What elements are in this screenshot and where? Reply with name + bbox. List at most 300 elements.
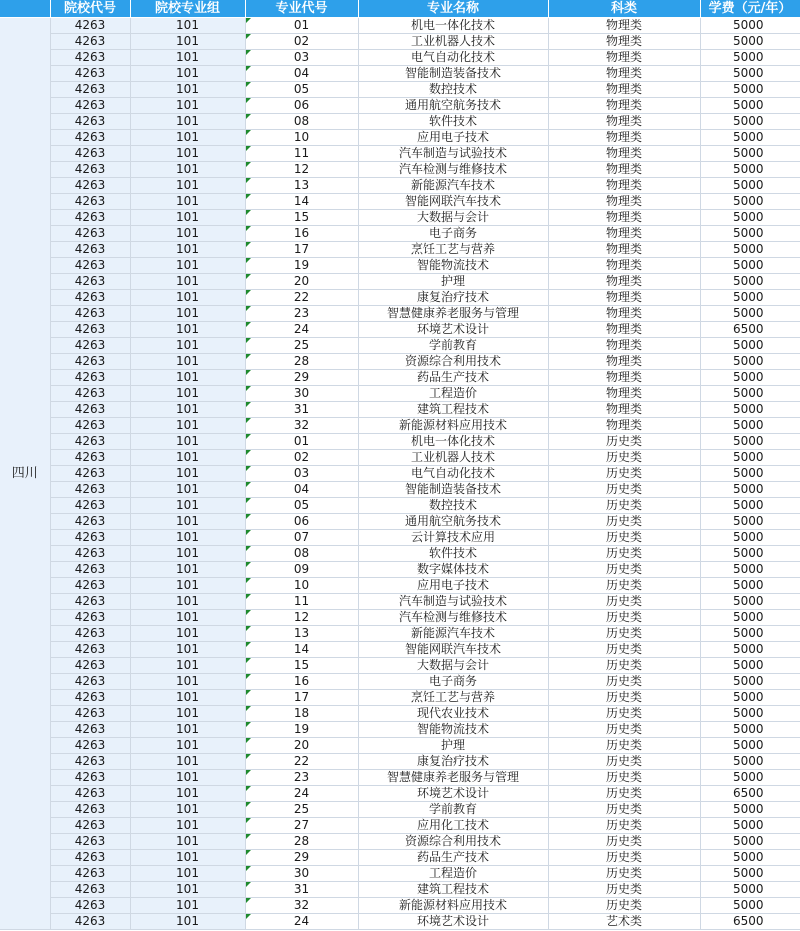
cell-major-code[interactable]: 23 (245, 306, 358, 322)
cell-fee[interactable]: 5000 (700, 738, 800, 754)
cell-category[interactable]: 物理类 (548, 274, 700, 290)
cell-fee[interactable]: 5000 (700, 834, 800, 850)
cell-group[interactable]: 101 (130, 722, 245, 738)
cell-fee[interactable]: 5000 (700, 770, 800, 786)
cell-category[interactable]: 历史类 (548, 658, 700, 674)
cell-fee[interactable]: 5000 (700, 82, 800, 98)
cell-fee[interactable]: 5000 (700, 226, 800, 242)
header-category[interactable]: 科类 (548, 0, 700, 18)
cell-school-code[interactable]: 4263 (50, 914, 130, 930)
cell-group[interactable]: 101 (130, 898, 245, 914)
cell-major-code[interactable]: 09 (245, 562, 358, 578)
cell-major-code[interactable]: 22 (245, 290, 358, 306)
cell-group[interactable]: 101 (130, 370, 245, 386)
header-major-name[interactable]: 专业名称 (358, 0, 548, 18)
cell-major-code[interactable]: 19 (245, 258, 358, 274)
cell-school-code[interactable]: 4263 (50, 274, 130, 290)
cell-school-code[interactable]: 4263 (50, 802, 130, 818)
cell-major-name[interactable]: 护理 (358, 738, 548, 754)
cell-school-code[interactable]: 4263 (50, 466, 130, 482)
cell-school-code[interactable]: 4263 (50, 626, 130, 642)
cell-fee[interactable]: 5000 (700, 866, 800, 882)
province-cell[interactable]: 四川 (0, 18, 50, 930)
cell-group[interactable]: 101 (130, 530, 245, 546)
cell-fee[interactable]: 5000 (700, 898, 800, 914)
cell-major-code[interactable]: 16 (245, 674, 358, 690)
cell-major-code[interactable]: 19 (245, 722, 358, 738)
cell-major-name[interactable]: 数控技术 (358, 498, 548, 514)
cell-group[interactable]: 101 (130, 786, 245, 802)
cell-group[interactable]: 101 (130, 450, 245, 466)
cell-fee[interactable]: 5000 (700, 210, 800, 226)
cell-group[interactable]: 101 (130, 834, 245, 850)
cell-category[interactable]: 物理类 (548, 226, 700, 242)
cell-category[interactable]: 历史类 (548, 642, 700, 658)
cell-major-code[interactable]: 20 (245, 738, 358, 754)
cell-major-code[interactable]: 04 (245, 482, 358, 498)
cell-category[interactable]: 历史类 (548, 898, 700, 914)
cell-major-code[interactable]: 32 (245, 898, 358, 914)
cell-group[interactable]: 101 (130, 50, 245, 66)
cell-group[interactable]: 101 (130, 802, 245, 818)
cell-fee[interactable]: 5000 (700, 818, 800, 834)
cell-major-name[interactable]: 通用航空航务技术 (358, 514, 548, 530)
cell-fee[interactable]: 5000 (700, 530, 800, 546)
cell-major-code[interactable]: 29 (245, 370, 358, 386)
cell-major-name[interactable]: 建筑工程技术 (358, 402, 548, 418)
cell-group[interactable]: 101 (130, 562, 245, 578)
cell-category[interactable]: 历史类 (548, 818, 700, 834)
cell-school-code[interactable]: 4263 (50, 114, 130, 130)
cell-group[interactable]: 101 (130, 818, 245, 834)
cell-fee[interactable]: 5000 (700, 162, 800, 178)
cell-group[interactable]: 101 (130, 130, 245, 146)
cell-fee[interactable]: 5000 (700, 514, 800, 530)
cell-group[interactable]: 101 (130, 706, 245, 722)
cell-group[interactable]: 101 (130, 210, 245, 226)
cell-school-code[interactable]: 4263 (50, 514, 130, 530)
cell-fee[interactable]: 6500 (700, 786, 800, 802)
cell-school-code[interactable]: 4263 (50, 226, 130, 242)
cell-category[interactable]: 历史类 (548, 626, 700, 642)
cell-school-code[interactable]: 4263 (50, 210, 130, 226)
cell-group[interactable]: 101 (130, 354, 245, 370)
cell-school-code[interactable]: 4263 (50, 34, 130, 50)
cell-major-code[interactable]: 18 (245, 706, 358, 722)
cell-school-code[interactable]: 4263 (50, 818, 130, 834)
cell-major-code[interactable]: 25 (245, 802, 358, 818)
cell-major-name[interactable]: 汽车检测与维修技术 (358, 610, 548, 626)
cell-group[interactable]: 101 (130, 98, 245, 114)
cell-fee[interactable]: 5000 (700, 306, 800, 322)
cell-fee[interactable]: 5000 (700, 434, 800, 450)
cell-major-name[interactable]: 智能制造装备技术 (358, 482, 548, 498)
cell-group[interactable]: 101 (130, 434, 245, 450)
cell-category[interactable]: 艺术类 (548, 914, 700, 930)
cell-category[interactable]: 历史类 (548, 530, 700, 546)
cell-school-code[interactable]: 4263 (50, 834, 130, 850)
cell-fee[interactable]: 5000 (700, 194, 800, 210)
cell-group[interactable]: 101 (130, 258, 245, 274)
cell-school-code[interactable]: 4263 (50, 674, 130, 690)
cell-major-code[interactable]: 13 (245, 626, 358, 642)
cell-category[interactable]: 历史类 (548, 834, 700, 850)
cell-school-code[interactable]: 4263 (50, 562, 130, 578)
cell-fee[interactable]: 5000 (700, 34, 800, 50)
cell-major-name[interactable]: 新能源汽车技术 (358, 178, 548, 194)
cell-major-name[interactable]: 汽车制造与试验技术 (358, 594, 548, 610)
cell-school-code[interactable]: 4263 (50, 354, 130, 370)
cell-fee[interactable]: 5000 (700, 258, 800, 274)
cell-major-name[interactable]: 智能物流技术 (358, 258, 548, 274)
cell-school-code[interactable]: 4263 (50, 162, 130, 178)
cell-group[interactable]: 101 (130, 290, 245, 306)
cell-fee[interactable]: 5000 (700, 482, 800, 498)
cell-major-code[interactable]: 05 (245, 82, 358, 98)
cell-category[interactable]: 物理类 (548, 258, 700, 274)
cell-major-name[interactable]: 资源综合利用技术 (358, 834, 548, 850)
cell-school-code[interactable]: 4263 (50, 258, 130, 274)
cell-school-code[interactable]: 4263 (50, 306, 130, 322)
cell-group[interactable]: 101 (130, 866, 245, 882)
cell-major-name[interactable]: 智能网联汽车技术 (358, 642, 548, 658)
cell-category[interactable]: 历史类 (548, 466, 700, 482)
cell-major-code[interactable]: 30 (245, 386, 358, 402)
cell-school-code[interactable]: 4263 (50, 850, 130, 866)
cell-category[interactable]: 物理类 (548, 194, 700, 210)
cell-major-code[interactable]: 10 (245, 130, 358, 146)
cell-major-code[interactable]: 28 (245, 354, 358, 370)
cell-fee[interactable]: 5000 (700, 98, 800, 114)
cell-category[interactable]: 历史类 (548, 850, 700, 866)
cell-major-name[interactable]: 药品生产技术 (358, 850, 548, 866)
cell-category[interactable]: 历史类 (548, 754, 700, 770)
cell-major-code[interactable]: 10 (245, 578, 358, 594)
cell-fee[interactable]: 5000 (700, 658, 800, 674)
cell-category[interactable]: 历史类 (548, 514, 700, 530)
cell-group[interactable]: 101 (130, 82, 245, 98)
cell-school-code[interactable]: 4263 (50, 754, 130, 770)
cell-group[interactable]: 101 (130, 466, 245, 482)
cell-major-code[interactable]: 05 (245, 498, 358, 514)
cell-major-name[interactable]: 现代农业技术 (358, 706, 548, 722)
cell-major-code[interactable]: 11 (245, 594, 358, 610)
cell-category[interactable]: 物理类 (548, 322, 700, 338)
cell-major-name[interactable]: 智能网联汽车技术 (358, 194, 548, 210)
cell-major-name[interactable]: 电子商务 (358, 226, 548, 242)
cell-fee[interactable]: 5000 (700, 370, 800, 386)
cell-major-code[interactable]: 16 (245, 226, 358, 242)
cell-category[interactable]: 历史类 (548, 786, 700, 802)
cell-group[interactable]: 101 (130, 578, 245, 594)
cell-group[interactable]: 101 (130, 386, 245, 402)
cell-school-code[interactable]: 4263 (50, 434, 130, 450)
cell-category[interactable]: 物理类 (548, 98, 700, 114)
cell-group[interactable]: 101 (130, 674, 245, 690)
cell-category[interactable]: 物理类 (548, 338, 700, 354)
cell-major-code[interactable]: 20 (245, 274, 358, 290)
cell-major-code[interactable]: 04 (245, 66, 358, 82)
cell-fee[interactable]: 5000 (700, 18, 800, 34)
cell-major-name[interactable]: 应用电子技术 (358, 578, 548, 594)
cell-category[interactable]: 物理类 (548, 354, 700, 370)
cell-major-code[interactable]: 14 (245, 642, 358, 658)
cell-major-code[interactable]: 01 (245, 18, 358, 34)
cell-major-name[interactable]: 机电一体化技术 (358, 434, 548, 450)
cell-category[interactable]: 历史类 (548, 706, 700, 722)
cell-fee[interactable]: 5000 (700, 642, 800, 658)
cell-group[interactable]: 101 (130, 306, 245, 322)
cell-major-code[interactable]: 12 (245, 610, 358, 626)
cell-category[interactable]: 历史类 (548, 738, 700, 754)
cell-group[interactable]: 101 (130, 546, 245, 562)
cell-major-code[interactable]: 08 (245, 546, 358, 562)
cell-major-name[interactable]: 大数据与会计 (358, 210, 548, 226)
header-group[interactable]: 院校专业组 (130, 0, 245, 18)
cell-major-code[interactable]: 27 (245, 818, 358, 834)
cell-school-code[interactable]: 4263 (50, 482, 130, 498)
cell-school-code[interactable]: 4263 (50, 594, 130, 610)
cell-school-code[interactable]: 4263 (50, 146, 130, 162)
cell-major-name[interactable]: 药品生产技术 (358, 370, 548, 386)
cell-fee[interactable]: 5000 (700, 594, 800, 610)
cell-category[interactable]: 历史类 (548, 882, 700, 898)
cell-category[interactable]: 物理类 (548, 34, 700, 50)
cell-category[interactable]: 历史类 (548, 434, 700, 450)
cell-category[interactable]: 历史类 (548, 562, 700, 578)
cell-category[interactable]: 物理类 (548, 178, 700, 194)
cell-major-code[interactable]: 15 (245, 658, 358, 674)
cell-major-name[interactable]: 汽车制造与试验技术 (358, 146, 548, 162)
cell-category[interactable]: 物理类 (548, 18, 700, 34)
cell-major-name[interactable]: 应用电子技术 (358, 130, 548, 146)
cell-group[interactable]: 101 (130, 226, 245, 242)
cell-fee[interactable]: 5000 (700, 578, 800, 594)
cell-school-code[interactable]: 4263 (50, 242, 130, 258)
cell-fee[interactable]: 5000 (700, 290, 800, 306)
cell-major-code[interactable]: 13 (245, 178, 358, 194)
cell-major-code[interactable]: 32 (245, 418, 358, 434)
cell-major-name[interactable]: 智慧健康养老服务与管理 (358, 770, 548, 786)
cell-school-code[interactable]: 4263 (50, 866, 130, 882)
cell-major-code[interactable]: 15 (245, 210, 358, 226)
cell-group[interactable]: 101 (130, 594, 245, 610)
cell-major-name[interactable]: 烹饪工艺与营养 (358, 242, 548, 258)
cell-school-code[interactable]: 4263 (50, 98, 130, 114)
cell-category[interactable]: 历史类 (548, 450, 700, 466)
cell-major-code[interactable]: 17 (245, 242, 358, 258)
cell-major-name[interactable]: 智能制造装备技术 (358, 66, 548, 82)
cell-category[interactable]: 历史类 (548, 594, 700, 610)
cell-school-code[interactable]: 4263 (50, 722, 130, 738)
cell-major-code[interactable]: 25 (245, 338, 358, 354)
cell-major-code[interactable]: 06 (245, 98, 358, 114)
cell-category[interactable]: 历史类 (548, 546, 700, 562)
cell-school-code[interactable]: 4263 (50, 322, 130, 338)
cell-school-code[interactable]: 4263 (50, 178, 130, 194)
cell-school-code[interactable]: 4263 (50, 338, 130, 354)
cell-fee[interactable]: 5000 (700, 546, 800, 562)
header-major-code[interactable]: 专业代号 (245, 0, 358, 18)
cell-group[interactable]: 101 (130, 338, 245, 354)
cell-major-code[interactable]: 31 (245, 402, 358, 418)
cell-major-code[interactable]: 01 (245, 434, 358, 450)
cell-major-name[interactable]: 通用航空航务技术 (358, 98, 548, 114)
cell-school-code[interactable]: 4263 (50, 82, 130, 98)
cell-major-name[interactable]: 工业机器人技术 (358, 34, 548, 50)
cell-category[interactable]: 物理类 (548, 306, 700, 322)
cell-school-code[interactable]: 4263 (50, 386, 130, 402)
cell-major-name[interactable]: 数控技术 (358, 82, 548, 98)
cell-fee[interactable]: 5000 (700, 338, 800, 354)
cell-school-code[interactable]: 4263 (50, 450, 130, 466)
cell-major-code[interactable]: 24 (245, 322, 358, 338)
cell-group[interactable]: 101 (130, 514, 245, 530)
cell-group[interactable]: 101 (130, 610, 245, 626)
cell-fee[interactable]: 5000 (700, 130, 800, 146)
cell-school-code[interactable]: 4263 (50, 290, 130, 306)
cell-group[interactable]: 101 (130, 18, 245, 34)
cell-category[interactable]: 历史类 (548, 674, 700, 690)
cell-group[interactable]: 101 (130, 658, 245, 674)
cell-fee[interactable]: 6500 (700, 322, 800, 338)
cell-fee[interactable]: 5000 (700, 274, 800, 290)
cell-major-name[interactable]: 数字媒体技术 (358, 562, 548, 578)
header-school-code[interactable]: 院校代号 (50, 0, 130, 18)
cell-group[interactable]: 101 (130, 738, 245, 754)
cell-major-name[interactable]: 应用化工技术 (358, 818, 548, 834)
cell-major-name[interactable]: 新能源材料应用技术 (358, 898, 548, 914)
cell-major-name[interactable]: 机电一体化技术 (358, 18, 548, 34)
cell-major-code[interactable]: 23 (245, 770, 358, 786)
cell-category[interactable]: 物理类 (548, 130, 700, 146)
cell-fee[interactable]: 5000 (700, 610, 800, 626)
cell-fee[interactable]: 5000 (700, 354, 800, 370)
cell-major-name[interactable]: 学前教育 (358, 802, 548, 818)
cell-school-code[interactable]: 4263 (50, 658, 130, 674)
cell-school-code[interactable]: 4263 (50, 642, 130, 658)
cell-group[interactable]: 101 (130, 498, 245, 514)
cell-category[interactable]: 物理类 (548, 290, 700, 306)
cell-fee[interactable]: 5000 (700, 674, 800, 690)
cell-fee[interactable]: 6500 (700, 914, 800, 930)
cell-major-name[interactable]: 新能源材料应用技术 (358, 418, 548, 434)
cell-category[interactable]: 历史类 (548, 866, 700, 882)
cell-school-code[interactable]: 4263 (50, 690, 130, 706)
cell-major-name[interactable]: 智能物流技术 (358, 722, 548, 738)
cell-major-code[interactable]: 31 (245, 882, 358, 898)
cell-major-code[interactable]: 07 (245, 530, 358, 546)
cell-school-code[interactable]: 4263 (50, 706, 130, 722)
cell-category[interactable]: 物理类 (548, 82, 700, 98)
cell-category[interactable]: 历史类 (548, 578, 700, 594)
cell-major-name[interactable]: 汽车检测与维修技术 (358, 162, 548, 178)
cell-fee[interactable]: 5000 (700, 802, 800, 818)
cell-fee[interactable]: 5000 (700, 242, 800, 258)
cell-major-name[interactable]: 工业机器人技术 (358, 450, 548, 466)
cell-major-name[interactable]: 环境艺术设计 (358, 786, 548, 802)
cell-group[interactable]: 101 (130, 770, 245, 786)
cell-fee[interactable]: 5000 (700, 50, 800, 66)
cell-major-code[interactable]: 22 (245, 754, 358, 770)
cell-major-code[interactable]: 11 (245, 146, 358, 162)
cell-major-name[interactable]: 学前教育 (358, 338, 548, 354)
cell-category[interactable]: 物理类 (548, 162, 700, 178)
cell-fee[interactable]: 5000 (700, 498, 800, 514)
cell-category[interactable]: 历史类 (548, 482, 700, 498)
cell-major-name[interactable]: 环境艺术设计 (358, 914, 548, 930)
cell-major-name[interactable]: 云计算技术应用 (358, 530, 548, 546)
cell-fee[interactable]: 5000 (700, 386, 800, 402)
cell-school-code[interactable]: 4263 (50, 50, 130, 66)
cell-major-name[interactable]: 资源综合利用技术 (358, 354, 548, 370)
cell-group[interactable]: 101 (130, 418, 245, 434)
cell-group[interactable]: 101 (130, 754, 245, 770)
cell-school-code[interactable]: 4263 (50, 578, 130, 594)
cell-fee[interactable]: 5000 (700, 754, 800, 770)
cell-school-code[interactable]: 4263 (50, 738, 130, 754)
cell-school-code[interactable]: 4263 (50, 370, 130, 386)
cell-major-name[interactable]: 环境艺术设计 (358, 322, 548, 338)
cell-major-code[interactable]: 02 (245, 450, 358, 466)
cell-group[interactable]: 101 (130, 242, 245, 258)
cell-school-code[interactable]: 4263 (50, 530, 130, 546)
cell-school-code[interactable]: 4263 (50, 610, 130, 626)
cell-major-code[interactable]: 29 (245, 850, 358, 866)
cell-fee[interactable]: 5000 (700, 114, 800, 130)
cell-fee[interactable]: 5000 (700, 466, 800, 482)
cell-major-code[interactable]: 08 (245, 114, 358, 130)
cell-category[interactable]: 物理类 (548, 146, 700, 162)
cell-fee[interactable]: 5000 (700, 146, 800, 162)
cell-category[interactable]: 历史类 (548, 770, 700, 786)
cell-fee[interactable]: 5000 (700, 690, 800, 706)
cell-major-code[interactable]: 12 (245, 162, 358, 178)
cell-category[interactable]: 物理类 (548, 370, 700, 386)
cell-major-name[interactable]: 电气自动化技术 (358, 466, 548, 482)
cell-group[interactable]: 101 (130, 34, 245, 50)
cell-group[interactable]: 101 (130, 642, 245, 658)
cell-category[interactable]: 物理类 (548, 242, 700, 258)
cell-major-name[interactable]: 烹饪工艺与营养 (358, 690, 548, 706)
cell-school-code[interactable]: 4263 (50, 18, 130, 34)
cell-group[interactable]: 101 (130, 690, 245, 706)
cell-fee[interactable]: 5000 (700, 178, 800, 194)
cell-major-name[interactable]: 工程造价 (358, 866, 548, 882)
cell-fee[interactable]: 5000 (700, 882, 800, 898)
cell-category[interactable]: 物理类 (548, 210, 700, 226)
cell-fee[interactable]: 5000 (700, 722, 800, 738)
cell-major-code[interactable]: 03 (245, 50, 358, 66)
cell-fee[interactable]: 5000 (700, 418, 800, 434)
cell-major-code[interactable]: 24 (245, 914, 358, 930)
cell-major-name[interactable]: 智慧健康养老服务与管理 (358, 306, 548, 322)
cell-major-name[interactable]: 软件技术 (358, 114, 548, 130)
cell-group[interactable]: 101 (130, 194, 245, 210)
cell-group[interactable]: 101 (130, 882, 245, 898)
cell-category[interactable]: 物理类 (548, 50, 700, 66)
cell-fee[interactable]: 5000 (700, 402, 800, 418)
cell-fee[interactable]: 5000 (700, 562, 800, 578)
cell-category[interactable]: 物理类 (548, 386, 700, 402)
cell-major-name[interactable]: 电子商务 (358, 674, 548, 690)
cell-major-code[interactable]: 30 (245, 866, 358, 882)
cell-school-code[interactable]: 4263 (50, 402, 130, 418)
cell-category[interactable]: 物理类 (548, 418, 700, 434)
header-fee[interactable]: 学费（元/年） (700, 0, 800, 18)
cell-group[interactable]: 101 (130, 162, 245, 178)
cell-major-name[interactable]: 建筑工程技术 (358, 882, 548, 898)
